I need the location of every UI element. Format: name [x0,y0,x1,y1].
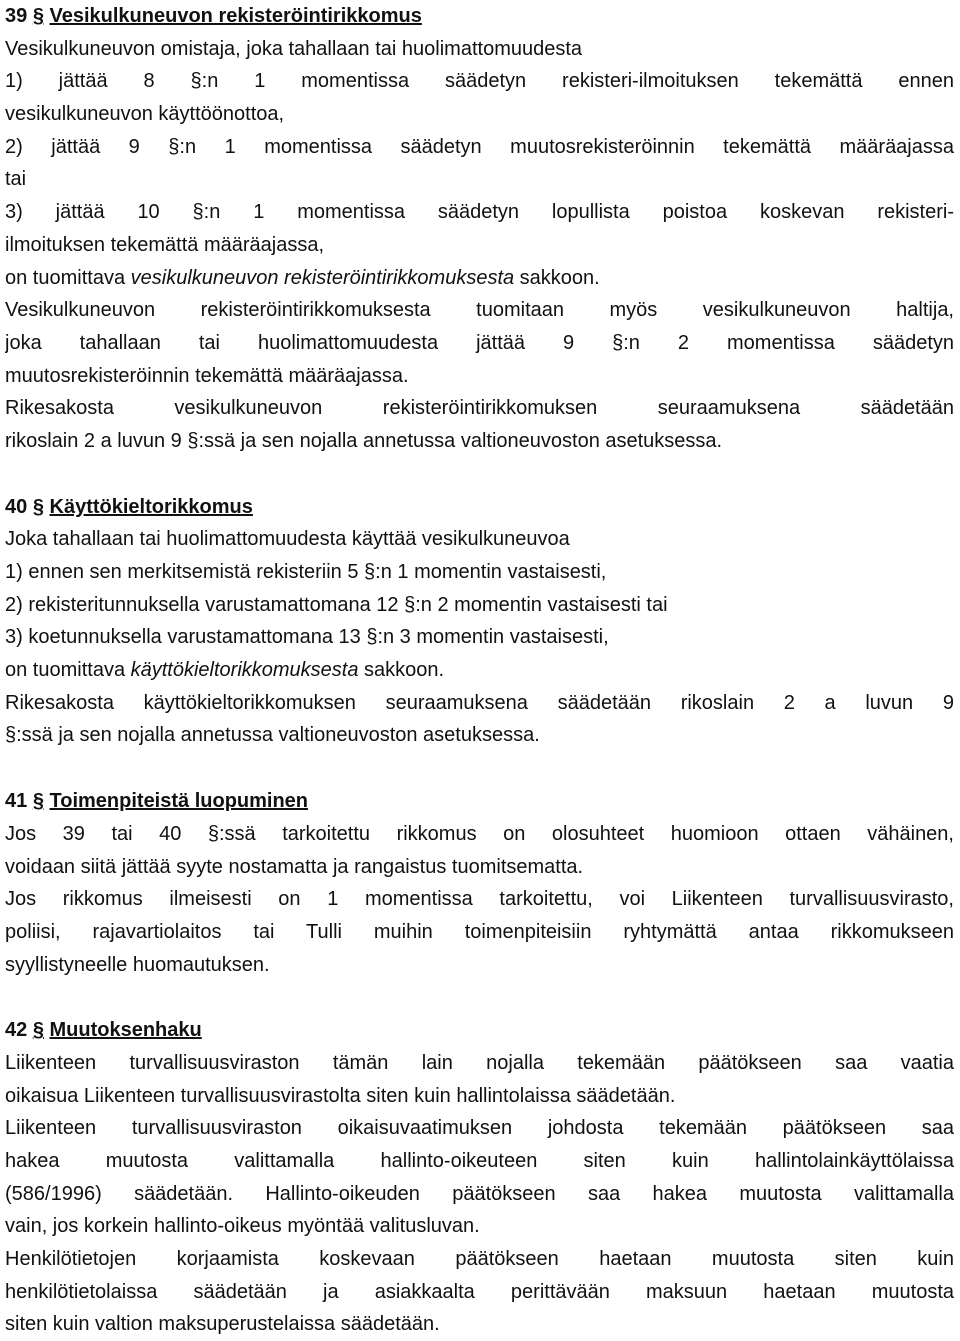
paragraph-line: Liikenteen turvallisuusviraston oikaisuvaatimuksen johdosta tekemään päätökseen saa [5,1117,954,1140]
paragraph-line: henkilötietolaissa säädetään ja asiakkaalta perittävään maksuun haetaan muutosta [5,1280,954,1303]
offence-name: vesikulkuneuvon rekisteröintirikkomuksesta [130,266,515,289]
offence-name: käyttökieltorikkomuksesta [130,659,359,682]
paragraph-line: rikoslain 2 a luvun 9 §:ssä ja sen nojalla annetussa valtioneuvoston asetuksessa. [5,429,723,452]
section-sign: § [32,790,44,813]
penalty-line [5,654,954,687]
section-title: Käyttökieltorikkomus [49,495,253,518]
paragraph-line: Vesikulkuneuvon omistaja, joka tahallaan tai huolimattomuudesta [5,37,583,60]
section-sign: § [32,1019,44,1042]
paragraph-line: §:ssä ja sen nojalla annetussa valtioneuvoston asetuksessa. [5,724,540,747]
paragraph-line: vesikulkuneuvon käyttöönottoa, [5,103,285,126]
paragraph-line: (586/1996) säädetään. Hallinto-oikeuden päätökseen saa hakea muutosta valittamalla [5,1182,954,1205]
penalty-prefix: on tuomittava [5,266,131,289]
section-42 [5,1014,954,1341]
section-number: 41 [5,790,28,813]
section-spacer [5,981,954,1014]
paragraph-line: syyllistyneelle huomautuksen. [5,953,270,976]
paragraph-line: Jos 39 tai 40 §:ssä tarkoitettu rikkomus on olosuhteet huomioon ottaen vähäinen, [5,822,954,845]
paragraph-line: Rikesakosta vesikulkuneuvon rekisteröintirikkomuksen seuraamuksena säädetään [5,397,954,420]
paragraph-line: 3) koetunnuksella varustamattomana 13 §:n 3 momentin vastaisesti, [5,626,609,649]
paragraph-line: siten kuin valtion maksuperustelaissa säädetään. [5,1313,440,1336]
section-title: Muutoksenhaku [49,1019,202,1042]
paragraph-line: ilmoituksen tekemättä määräajassa, [5,233,325,256]
paragraph-line: oikaisua Liikenteen turvallisuusvirastolta siten kuin hallintolaissa säädetään. [5,1084,676,1107]
paragraph-line: tai [5,168,27,191]
paragraph-line: Jos rikkomus ilmeisesti on 1 momentissa tarkoitettu, voi Liikenteen turvallisuusvirasto, [5,888,954,911]
paragraph-line: voidaan siitä jättää syyte nostamatta ja rangaistus tuomitsematta. [5,855,584,878]
penalty-prefix: on tuomittava [5,659,131,682]
section-sign: § [32,495,44,518]
paragraph-line: Joka tahallaan tai huolimattomuudesta käyttää vesikulkuneuvoa [5,528,570,551]
section-heading [5,491,954,524]
section-spacer [5,752,954,785]
penalty-line [5,262,954,295]
section-heading [5,785,954,818]
section-sign: § [32,5,44,27]
paragraph-line: Liikenteen turvallisuusviraston tämän lain nojalla tekemään päätökseen saa vaatia [5,1051,954,1074]
section-41 [5,785,954,981]
penalty-suffix: sakkoon. [514,266,600,289]
paragraph-line: muutosrekisteröinnin tekemättä määräajassa. [5,364,409,387]
paragraph-line: Rikesakosta käyttökieltorikkomuksen seuraamuksena säädetään rikoslain 2 a luvun 9 [5,691,954,714]
paragraph-line: 1) ennen sen merkitsemistä rekisteriin 5 §:n 1 momentin vastaisesti, [5,561,607,583]
section-number: 42 [5,1019,28,1042]
section-title: Toimenpiteistä luopuminen [49,790,309,813]
section-number: 39 [5,5,28,27]
paragraph-line: vain, jos korkein hallinto-oikeus myöntää valitusluvan. [5,1215,480,1238]
paragraph-line: hakea muutosta valittamalla hallinto-oikeuteen siten kuin hallintolainkäyttölaissa [5,1150,954,1172]
paragraph-line: 1) jättää 8 §:n 1 momentissa säädetyn rekisteri-ilmoituksen tekemättä ennen [5,70,954,93]
section-heading [5,0,954,33]
section-spacer [5,458,954,491]
paragraph-line: poliisi, rajavartiolaitos tai Tulli muihin toimenpiteisiin ryhtymättä antaa rikkomukseen [5,920,954,943]
paragraph-line: 3) jättää 10 §:n 1 momentissa säädetyn lopullista poistoa koskevan rekisteri- [5,201,954,224]
section-number: 40 [5,495,28,518]
paragraph-line: Vesikulkuneuvon rekisteröintirikkomuksesta tuomitaan myös vesikulkuneuvon haltija, [5,299,954,322]
paragraph-line: joka tahallaan tai huolimattomuudesta jättää 9 §:n 2 momentissa säädetyn [5,331,954,354]
paragraph-line: 2) rekisteritunnuksella varustamattomana 12 §:n 2 momentin vastaisesti tai [5,593,668,616]
section-heading [5,1014,954,1047]
section-39 [5,0,954,458]
section-40 [5,491,954,753]
paragraph-line: 2) jättää 9 §:n 1 momentissa säädetyn muutosrekisteröinnin tekemättä määräajassa [5,135,954,158]
penalty-suffix: sakkoon. [358,659,445,682]
paragraph-line: Henkilötietojen korjaamista koskevaan päätökseen haetaan muutosta siten kuin [5,1248,954,1271]
section-title: Vesikulkuneuvon rekisteröintirikkomus [49,5,422,27]
